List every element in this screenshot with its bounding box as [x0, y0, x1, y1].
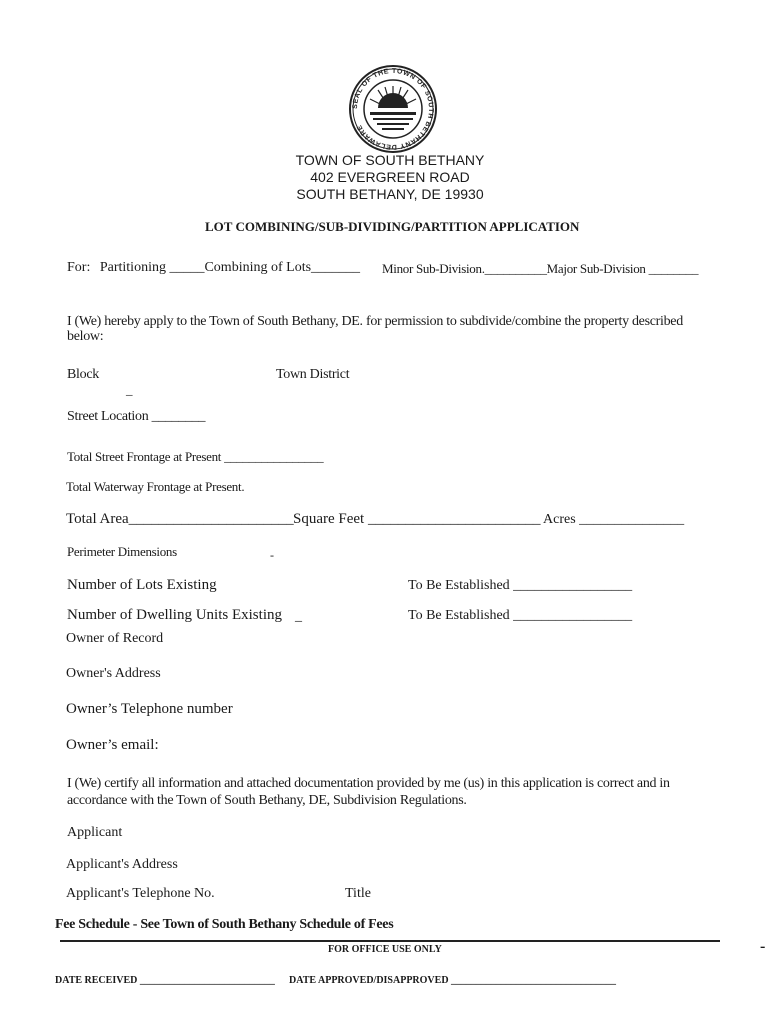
minor-subdivision-option: Minor Sub-Division.__________Major Sub-Division ________	[382, 261, 699, 276]
fee-schedule-note: Fee Schedule - See Town of South Bethany Schedule of Fees	[55, 917, 394, 932]
total-area-field: Total Area______________________	[66, 511, 294, 527]
dwelling-mark: _	[295, 609, 302, 624]
apply-statement: I (We) hereby apply to the Town of South Bethany, DE. for permission to subdivide/combine the property described below:	[67, 314, 683, 344]
applicant-field: Applicant	[67, 825, 123, 840]
owner-telephone-field: Owner’s Telephone number	[66, 701, 233, 717]
for-line	[67, 260, 360, 276]
applicant-telephone-field: Applicant's Telephone No.	[66, 886, 215, 901]
combining-option: Combining of Lots_______	[204, 260, 361, 275]
seal-ring-text: SEAL OF THE TOWN OF SOUTH BETHANY DELAWARE	[351, 67, 435, 151]
town-street: 402 EVERGREEN ROAD	[310, 169, 470, 185]
street-location-field: Street Location ________	[67, 409, 206, 424]
date-received-field: DATE RECEIVED ___________________________	[55, 975, 275, 986]
town-district-label: Town District	[276, 367, 350, 382]
owner-email-field: Owner’s email:	[66, 737, 159, 753]
acres-field: Acres _______________	[543, 512, 685, 527]
lots-existing-field: Number of Lots Existing	[67, 577, 217, 593]
block-dash-mark: _	[126, 382, 133, 397]
dwelling-units-established-field: To Be Established _________________	[408, 608, 633, 623]
applicant-address-field: Applicant's Address	[66, 857, 178, 872]
owner-of-record-field: Owner of Record	[66, 631, 164, 646]
waterway-frontage-field: Total Waterway Frontage at Present.	[66, 479, 245, 494]
certify-line-1: I (We) certify all information and attached documentation provided by me (us) in this application is correct and in	[67, 776, 670, 791]
street-frontage-field: Total Street Frontage at Present ________________	[67, 449, 324, 464]
for-prefix: For:	[67, 260, 91, 275]
owner-address-field: Owner's Address	[66, 666, 161, 681]
town-seal	[348, 64, 438, 154]
office-use-heading: FOR OFFICE USE ONLY	[328, 944, 442, 955]
town-name: TOWN OF SOUTH BETHANY	[295, 152, 485, 168]
edge-mark: -	[760, 938, 766, 955]
partitioning-option: Partitioning _____	[99, 260, 205, 275]
title-field: Title	[345, 886, 371, 901]
minor-blank: __________	[484, 261, 547, 276]
dwelling-units-existing-field: Number of Dwelling Units Existing	[67, 607, 282, 623]
block-label: Block	[67, 367, 99, 382]
form-title: LOT COMBINING/SUB-DIVIDING/PARTITION APPLICATION	[205, 219, 580, 234]
office-use-divider	[60, 940, 720, 942]
perimeter-mark: -	[270, 548, 274, 562]
major-subdivision-option: Major Sub-Division ________	[546, 261, 699, 276]
date-approved-field: DATE APPROVED/DISAPPROVED _________________________________	[289, 975, 617, 986]
perimeter-dimensions-field: Perimeter Dimensions	[67, 544, 177, 559]
certify-line-2: accordance with the Town of South Bethany, DE, Subdivision Regulations.	[67, 793, 467, 808]
seal-emblem-icon	[348, 64, 438, 154]
square-feet-field: Square Feet _______________________	[293, 511, 541, 527]
lots-established-field: To Be Established _________________	[408, 578, 633, 593]
town-city: SOUTH BETHANY, DE 19930	[296, 186, 484, 202]
